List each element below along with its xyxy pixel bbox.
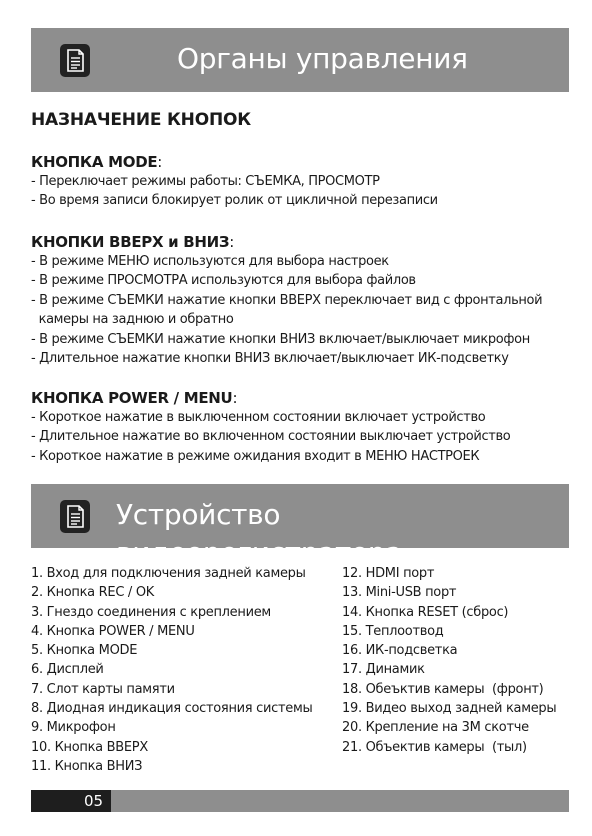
section-heading [31,388,571,408]
section-heading [31,232,571,252]
heading-colon: : [157,153,163,171]
list-item: 9. Микрофон [31,720,116,736]
list-item: 2. Кнопка REC / OK [31,585,154,601]
banner-title: Органы управления [177,42,468,75]
heading-text: КНОПКИ ВВЕРХ и ВНИЗ [31,233,230,251]
list-item: 15. Теплоотвод [342,623,444,639]
list-item: камеры на заднюю и обратно [31,312,234,328]
list-item: - Короткое нажатие в режиме ожидания входит в МЕНЮ НАСТРОЕК [31,448,480,464]
heading-colon: : [229,233,235,251]
list-item: 7. Слот карты памяти [31,681,175,697]
list-item: 18. Обеъктив камеры (фронт) [342,681,544,697]
list-item: 17. Динамик [342,662,425,678]
page-footer [31,790,569,812]
list-item: 13. Mini-USB порт [342,585,457,601]
section-up-down [31,232,571,368]
main-heading: НАЗНАЧЕНИЕ КНОПОК [31,110,251,130]
device-parts-list-right [342,564,556,757]
list-item: 5. Кнопка MODE [31,643,138,659]
list-item: 6. Дисплей [31,662,104,678]
list-item: - В режиме ПРОСМОТРА используются для выбора файлов [31,273,416,289]
list-item: 3. Гнездо соединения с креплением [31,604,271,620]
section-heading [31,152,571,172]
device-parts-list-left [31,564,312,776]
list-item: - В режиме СЪЕМКИ нажатие кнопки ВВЕРХ переключает вид с фронтальной [31,292,543,308]
list-item: 1. Вход для подключения задней камеры [31,566,306,581]
list-item: 20. Крепление на 3М скотче [342,720,529,736]
page-number: 05 [31,790,111,812]
heading-text: КНОПКА POWER / MENU [31,389,233,407]
list-item: - Короткое нажатие в выключенном состоянии включает устройство [31,410,486,425]
section-power-menu [31,388,571,466]
list-item: 21. Объектив камеры (тыл) [342,739,527,755]
list-item: 10. Кнопка ВВЕРХ [31,739,148,755]
banner-title: Устройство видеорегистратора [116,498,403,569]
section-mode [31,152,571,211]
list-item: - Во время записи блокирует ролик от цикличной перезаписи [31,193,438,209]
list-item: - В режиме МЕНЮ используются для выбора настроек [31,254,389,269]
list-item: 11. Кнопка ВНИЗ [31,758,143,774]
list-item: 4. Кнопка POWER / MENU [31,623,195,639]
heading-colon: : [232,389,238,407]
section-banner-device [31,484,569,569]
list-item: 19. Видео выход задней камеры [342,701,557,717]
list-item: - Длительное нажатие во включенном состоянии выключает устройство [31,429,511,445]
list-item: - В режиме СЪЕМКИ нажатие кнопки ВНИЗ включает/выключает микрофон [31,331,530,347]
document-icon [60,500,90,533]
list-item: 12. HDMI порт [342,566,435,581]
section-banner-controls [31,28,569,92]
heading-text: КНОПКА MODE [31,153,158,171]
list-item: - Длительное нажатие кнопки ВНИЗ включает/выключает ИК-подсветку [31,351,509,367]
list-item: 16. ИК-подсветка [342,643,458,659]
list-item: 14. Кнопка RESET (сброс) [342,604,509,620]
document-icon [60,44,90,77]
list-item: - Переключает режимы работы: СЪЕМКА, ПРОСМОТР [31,174,380,189]
list-item: 8. Диодная индикация состояния системы [31,701,313,717]
